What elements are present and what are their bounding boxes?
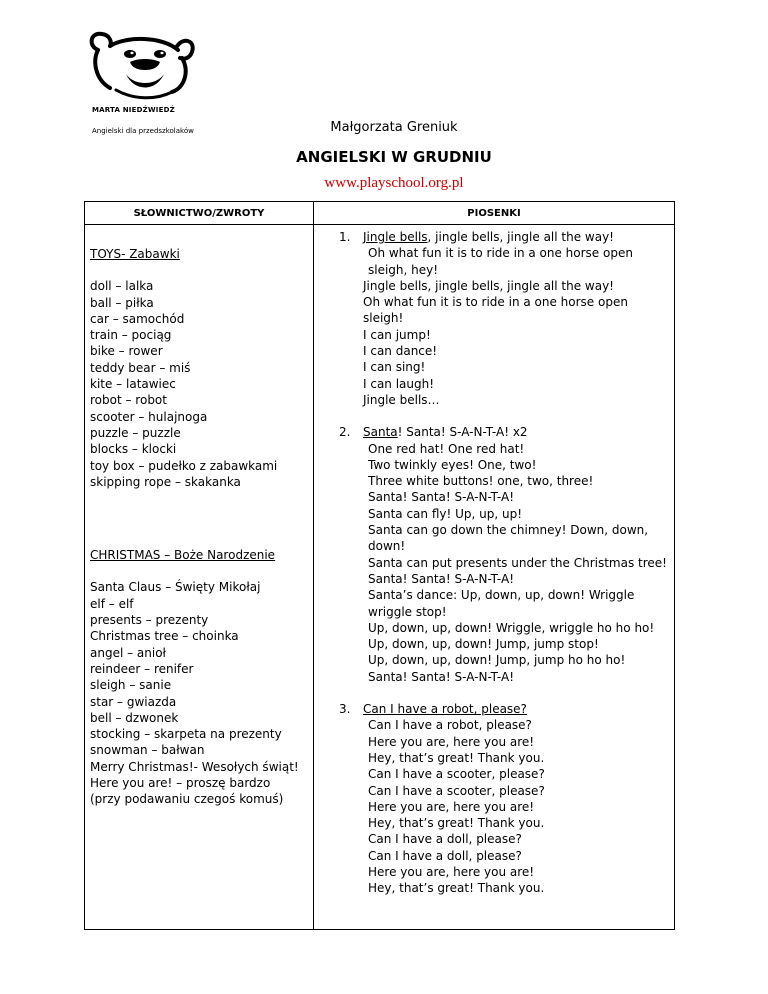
vocab-item: snowman – bałwan (90, 743, 205, 758)
vocab-item: Christmas tree – choinka (90, 629, 239, 644)
vocab-item: puzzle – puzzle (90, 425, 181, 440)
song-line: Can I have a doll, please? (368, 848, 522, 863)
song-line: Can I have a robot, please? (368, 718, 532, 733)
page-title: ANGIELSKI W GRUDNIU (296, 148, 492, 166)
toys-list (90, 278, 313, 490)
song-line: Santa can fly! Up, up, up! (368, 506, 523, 521)
vocab-item: (przy podawaniu czegoś komuś) (90, 792, 284, 807)
song-line: Up, down, up, down! Wriggle, wriggle ho ho ho! (368, 620, 655, 635)
vocab-item: ball – piłka (90, 295, 154, 310)
website-link[interactable]: www.playschool.org.pl (324, 175, 464, 191)
song-line: I can jump! (363, 327, 431, 342)
song-line: Santa can go down the chimney! Down, down, (368, 523, 649, 538)
vocab-item: reindeer – renifer (90, 661, 194, 676)
subtitle-label: Angielski dla przedszkolaków (92, 127, 194, 135)
content-table (84, 201, 675, 930)
vocab-item: robot – robot (90, 393, 167, 408)
song-line: Three white buttons! one, two, three! (368, 474, 594, 489)
vocab-item: car – samochód (90, 311, 185, 326)
vocab-item: sleigh – sanie (90, 678, 172, 693)
song-line: Jingle bells… (363, 392, 440, 407)
song-line: Santa can put presents under the Christmas tree! (368, 555, 667, 570)
toys-title: TOYS- Zabawki (90, 247, 180, 261)
vocab-item: bell – dzwonek (90, 710, 179, 725)
song-title: Santa (363, 425, 398, 440)
vocab-item: skipping rope – skakanka (90, 474, 241, 489)
song-line: Here you are, here you are! (368, 799, 535, 814)
song-line: Santa! Santa! S-A-N-T-A! (368, 669, 514, 684)
song-line: Hey, that’s great! Thank you. (368, 816, 545, 831)
song-line: Up, down, up, down! Jump, jump ho ho ho! (368, 653, 626, 668)
song-line: sleigh, hey! (368, 262, 439, 277)
song-line: Can I have a scooter, please? (368, 783, 545, 798)
song-3 (314, 701, 674, 897)
song-line: Santa! Santa! S-A-N-T-A! (368, 490, 514, 505)
christmas-list (90, 579, 313, 807)
song-line: sleigh! (363, 311, 404, 326)
song-line: Oh what fun it is to ride in a one horse open (363, 295, 628, 310)
vocab-item: kite – latawiec (90, 377, 176, 392)
song-line: , jingle bells, jingle all the way! (427, 230, 614, 244)
vocab-item: teddy bear – miś (90, 360, 191, 375)
vocab-item: bike – rower (90, 344, 163, 359)
author-label: MARTA NIEDŹWIEDŹ (92, 106, 175, 114)
song-line: Here you are, here you are! (368, 864, 535, 879)
song-line: Jingle bells, jingle bells, jingle all the way! (363, 278, 614, 293)
vocab-item: Santa Claus – Święty Mikołaj (90, 580, 261, 595)
vocab-item: Merry Christmas!- Wesołych świąt! (90, 759, 299, 774)
songs-column (314, 225, 675, 930)
song-line: One red hat! One red hat! (368, 441, 525, 456)
song-number: 1. (339, 230, 351, 244)
song-number: 3. (339, 702, 351, 717)
song-line: I can dance! (363, 344, 438, 359)
vocab-item: train – pociąg (90, 328, 172, 343)
songs-header: PIOSENKI (314, 202, 675, 225)
song-number: 2. (339, 425, 351, 440)
song-line: Up, down, up, down! Jump, jump stop! (368, 637, 599, 652)
vocab-column (85, 225, 314, 930)
teddy-bear-logo (86, 28, 198, 100)
vocab-item: elf – elf (90, 596, 134, 611)
song-line: I can sing! (363, 360, 426, 375)
song-line: ! Santa! S-A-N-T-A! x2 (397, 425, 528, 440)
song-line: I can laugh! (363, 376, 435, 391)
song-line: down! (368, 539, 406, 554)
vocab-item: angel – anioł (90, 645, 166, 660)
song-line: Here you are, here you are! (368, 734, 535, 749)
song-line: Santa’s dance: Up, down, up, down! Wriggle (368, 588, 635, 603)
song-line: Can I have a scooter, please? (368, 767, 545, 782)
song-line: Oh what fun it is to ride in a one horse open (368, 246, 633, 261)
song-2 (314, 424, 674, 685)
vocab-item: stocking – skarpeta na prezenty (90, 727, 282, 742)
song-line: Santa! Santa! S-A-N-T-A! (368, 571, 514, 586)
song-1 (314, 229, 674, 408)
vocab-item: toy box – pudełko z zabawkami (90, 458, 278, 473)
vocab-item: blocks – klocki (90, 442, 177, 457)
song-line: Hey, that’s great! Thank you. (368, 750, 545, 765)
song-line: Can I have a doll, please? (368, 832, 522, 847)
vocab-header: SŁOWNICTWO/ZWROTY (85, 202, 314, 225)
song-line: Hey, that’s great! Thank you. (368, 881, 545, 896)
vocab-item: star – gwiazda (90, 694, 177, 709)
vocab-item: doll – lalka (90, 279, 154, 294)
vocab-item: presents – prezenty (90, 613, 209, 628)
song-line: Two twinkly eyes! One, two! (368, 457, 537, 472)
song-title: Jingle bells (363, 230, 428, 244)
song-title: Can I have a robot, please? (363, 702, 527, 717)
author-name: Małgorzata Greniuk (330, 120, 458, 135)
song-line: wriggle stop! (368, 604, 447, 619)
vocab-item: Here you are! – proszę bardzo (90, 776, 271, 791)
vocab-item: scooter – hulajnoga (90, 409, 208, 424)
christmas-title: CHRISTMAS – Boże Narodzenie (90, 548, 276, 563)
